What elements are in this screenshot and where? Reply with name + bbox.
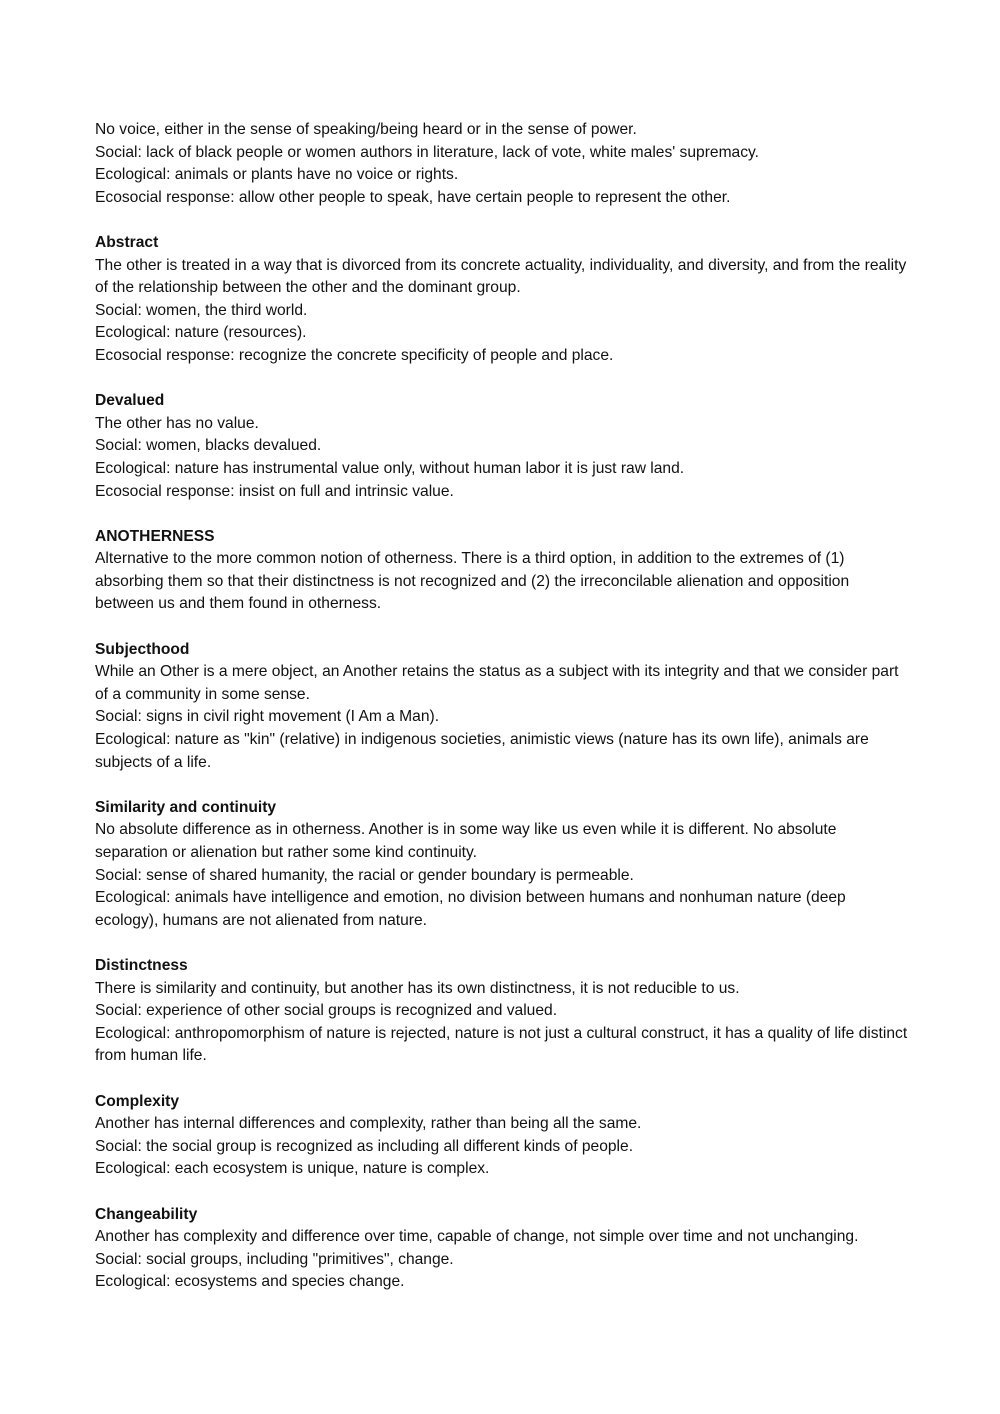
paragraph-line: Ecological: anthropomorphism of nature is rejected, nature is not just a cultural construct, it has a quality of life distinct from human life. (95, 1024, 908, 1065)
paragraph-line: There is similarity and continuity, but another has its own distinctness, it is not reducible to us. (95, 979, 740, 997)
section-heading: Changeability (95, 1205, 198, 1223)
section-devalued (95, 390, 910, 503)
intro-paragraph (95, 119, 910, 209)
section-heading: Devalued (95, 392, 165, 410)
paragraph-line: Ecosocial response: insist on full and intrinsic value. (95, 482, 454, 500)
paragraph-line: While an Other is a mere object, an Another retains the status as a subject with its integrity and that we consider part of a community in some sense. (95, 663, 899, 703)
document-page (95, 119, 910, 1316)
section-similarity-and-continuity (95, 797, 910, 933)
paragraph-line: Ecological: animals have intelligence and emotion, no division between humans and nonhuman nature (deep ecology), humans are not alienated from nature. (95, 889, 846, 929)
paragraph-line: The other is treated in a way that is divorced from its concrete actuality, individuality, and diversity, and from the reality of the relationship between the other and the dominant group. (95, 256, 907, 297)
paragraph-line: Ecological: nature (resources). (95, 324, 307, 342)
section-heading: Distinctness (95, 956, 188, 974)
paragraph-line: Alternative to the more common notion of otherness. There is a third option, in addition to the extremes of (1) absorbing them so that their distinctness is not recognized and (2) the irreconcilable alienation and opposition between us and them found in otherness. (95, 550, 850, 613)
paragraph-line: Ecological: nature as "kin" (relative) in indigenous societies, animistic views (nature has its own life), animals are subjects of a life. (95, 731, 869, 771)
paragraph-line: Social: experience of other social groups is recognized and valued. (95, 1002, 558, 1020)
paragraph-line: The other has no value. (95, 414, 259, 432)
paragraph-line: Ecosocial response: recognize the concrete specificity of people and place. (95, 346, 614, 364)
paragraph-line: Ecological: ecosystems and species change. (95, 1273, 405, 1291)
section-subjecthood (95, 639, 910, 775)
paragraph-line: Another has complexity and difference over time, capable of change, not simple over time and not unchanging. (95, 1228, 859, 1246)
section-changeability (95, 1204, 910, 1294)
paragraph-line: Social: women, blacks devalued. (95, 437, 322, 455)
paragraph-line: Social: lack of black people or women authors in literature, lack of vote, white males' supremacy. (95, 143, 759, 161)
paragraph-line: Ecological: each ecosystem is unique, nature is complex. (95, 1160, 490, 1178)
section-heading: Subjecthood (95, 640, 190, 658)
paragraph-line: No absolute difference as in otherness. Another is in some way like us even while it is different. No absolute separation or alienation but rather some kind continuity. (95, 821, 837, 861)
section-heading: Similarity and continuity (95, 798, 277, 816)
paragraph-line: Another has internal differences and complexity, rather than being all the same. (95, 1115, 642, 1133)
paragraph-line: Social: the social group is recognized as including all different kinds of people. (95, 1137, 634, 1155)
paragraph-line: Ecological: nature has instrumental value only, without human labor it is just raw land. (95, 459, 685, 477)
paragraph-line: Social: sense of shared humanity, the racial or gender boundary is permeable. (95, 866, 634, 884)
paragraph-line: Social: signs in civil right movement (I Am a Man). (95, 708, 440, 726)
paragraph-line: Social: women, the third world. (95, 301, 308, 319)
section-heading: ANOTHERNESS (95, 527, 215, 545)
paragraph-line: Ecological: animals or plants have no voice or rights. (95, 166, 459, 184)
paragraph-line: No voice, either in the sense of speaking/being heard or in the sense of power. (95, 121, 637, 138)
section-abstract (95, 232, 910, 368)
section-anotherness (95, 526, 910, 616)
section-complexity (95, 1091, 910, 1181)
paragraph-line: Social: social groups, including "primitives", change. (95, 1250, 454, 1268)
section-distinctness (95, 955, 910, 1068)
section-heading: Abstract (95, 233, 159, 251)
section-heading: Complexity (95, 1092, 180, 1110)
paragraph-line: Ecosocial response: allow other people to speak, have certain people to represent the other. (95, 188, 731, 206)
